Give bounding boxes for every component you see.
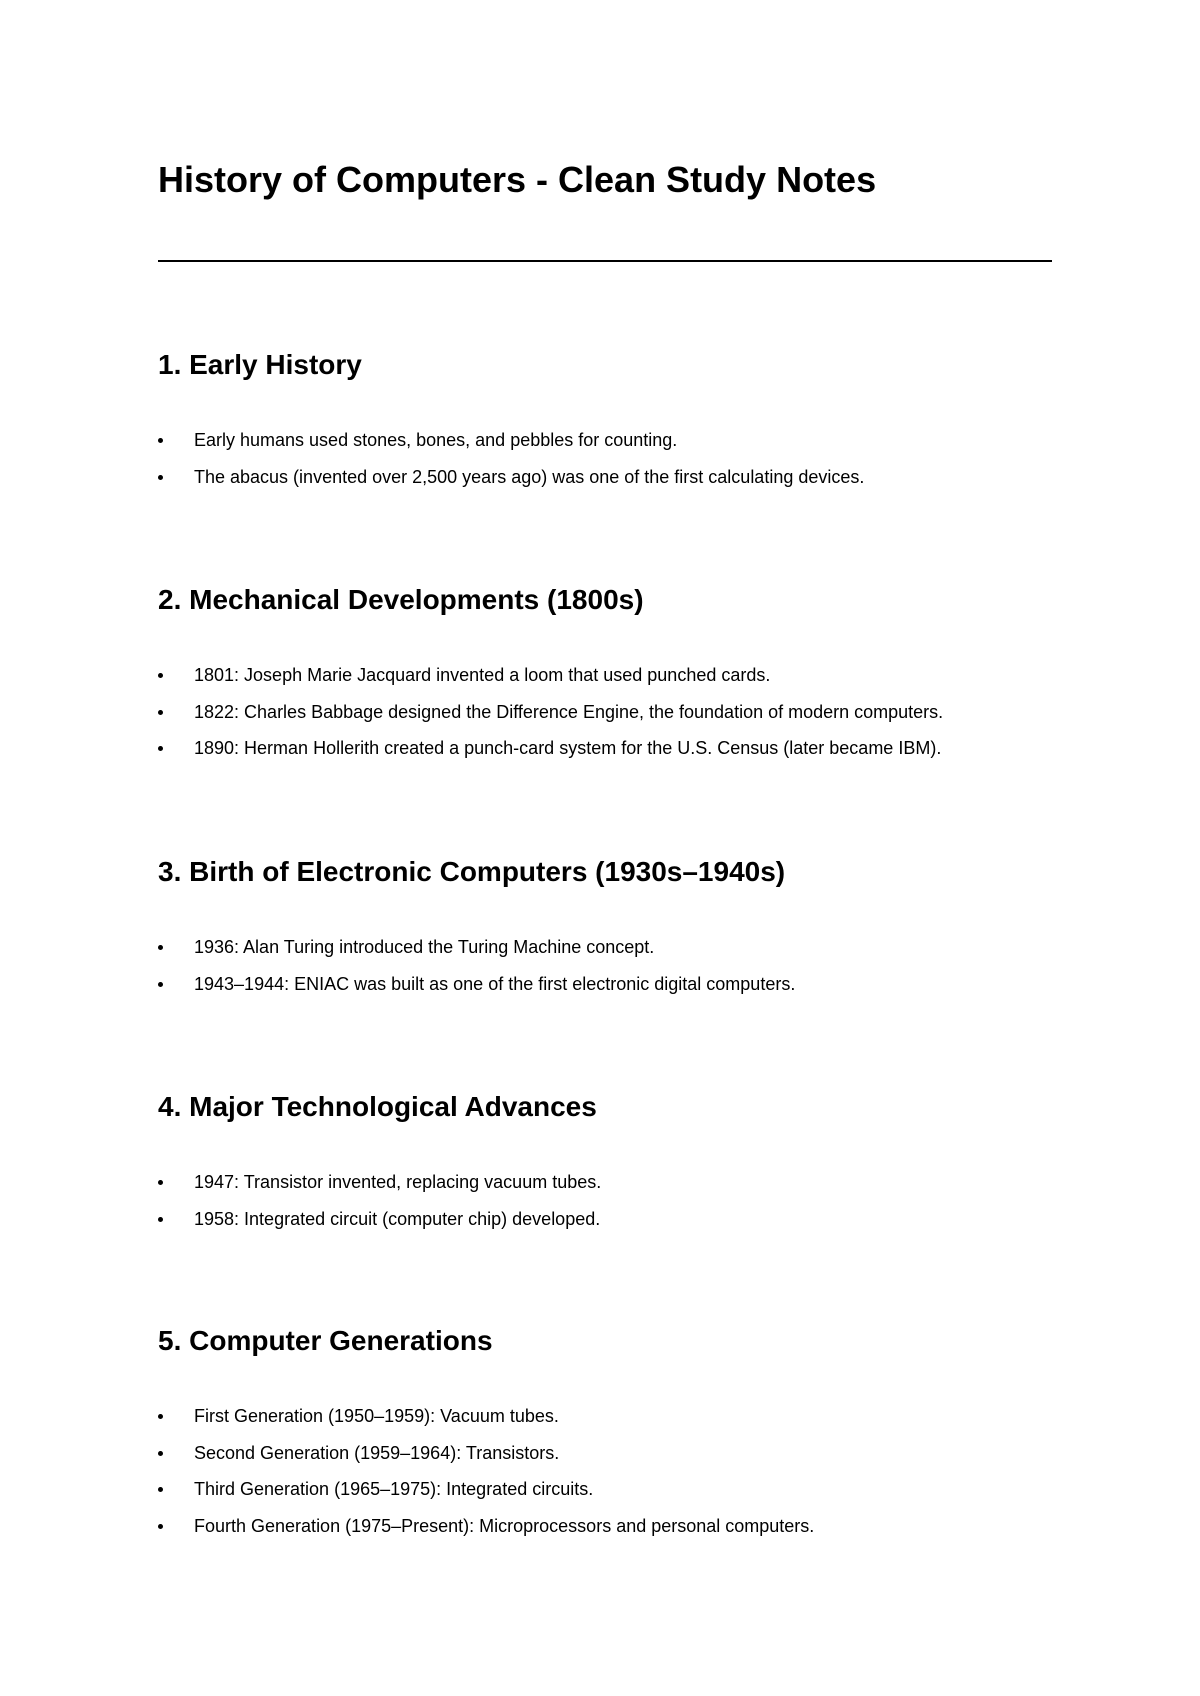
section-early-history [158,348,1108,487]
bullet-icon [158,746,163,751]
list-item-text: Early humans used stones, bones, and pebbles for counting. [194,430,678,450]
section-heading: 5. Computer Generations [158,1325,493,1356]
bullet-icon [158,1180,163,1185]
bullet-icon [158,945,163,950]
list-item-text: First Generation (1950–1959): Vacuum tubes. [194,1406,559,1426]
list-item [158,1201,601,1238]
list-item-text: The abacus (invented over 2,500 years ago) was one of the first calculating devices. [194,466,865,487]
section-mechanical-developments [158,583,1108,758]
bullet-list [158,929,795,1002]
list-item-text: Second Generation (1959–1964): Transistors. [194,1442,560,1463]
bullet-icon [158,438,163,443]
list-item [158,1508,814,1545]
bullet-list [158,1164,601,1237]
section-heading: 2. Mechanical Developments (1800s) [158,584,644,615]
section-heading: 4. Major Technological Advances [158,1091,597,1122]
list-item-text: 1943–1944: ENIAC was built as one of the first electronic digital computers. [194,973,796,994]
list-item [158,929,795,966]
list-item [158,422,864,459]
list-item-text: Third Generation (1965–1975): Integrated circuits. [194,1479,594,1499]
bullet-icon [158,475,163,480]
section-electronic-computers [158,855,1108,994]
section-heading: 3. Birth of Electronic Computers (1930s–1940s) [158,856,786,887]
bullet-icon [158,1524,163,1529]
list-item-text: 1947: Transistor invented, replacing vacuum tubes. [194,1172,602,1192]
bullet-icon [158,1217,163,1222]
bullet-icon [158,1487,163,1492]
section-computer-generations [158,1324,1108,1536]
list-item-text: 1890: Herman Hollerith created a punch-card system for the U.S. Census (later became IBM). [194,738,942,758]
list-item [158,1435,814,1472]
bullet-list [158,1398,814,1544]
section-heading: 1. Early History [158,349,362,380]
section-technological-advances [158,1090,1108,1229]
list-item-text: 1822: Charles Babbage designed the Difference Engine, the foundation of modern computers. [194,701,944,722]
list-item [158,1471,814,1508]
bullet-list [158,657,943,767]
list-item [158,1164,601,1201]
list-item-text: 1936: Alan Turing introduced the Turing Machine concept. [194,937,655,957]
list-item-text: 1958: Integrated circuit (computer chip) developed. [194,1208,601,1229]
document-title: History of Computers - Clean Study Notes [158,159,877,200]
bullet-icon [158,1414,163,1419]
title-divider [158,260,1052,262]
list-item [158,1398,814,1435]
list-item-text: Fourth Generation (1975–Present): Microprocessors and personal computers. [194,1515,815,1536]
bullet-icon [158,982,163,987]
list-item [158,694,943,731]
list-item-text: 1801: Joseph Marie Jacquard invented a loom that used punched cards. [194,665,771,685]
bullet-list [158,422,864,495]
bullet-icon [158,673,163,678]
list-item [158,459,864,496]
list-item [158,657,943,694]
bullet-icon [158,710,163,715]
bullet-icon [158,1451,163,1456]
list-item [158,966,795,1003]
list-item [158,730,943,767]
